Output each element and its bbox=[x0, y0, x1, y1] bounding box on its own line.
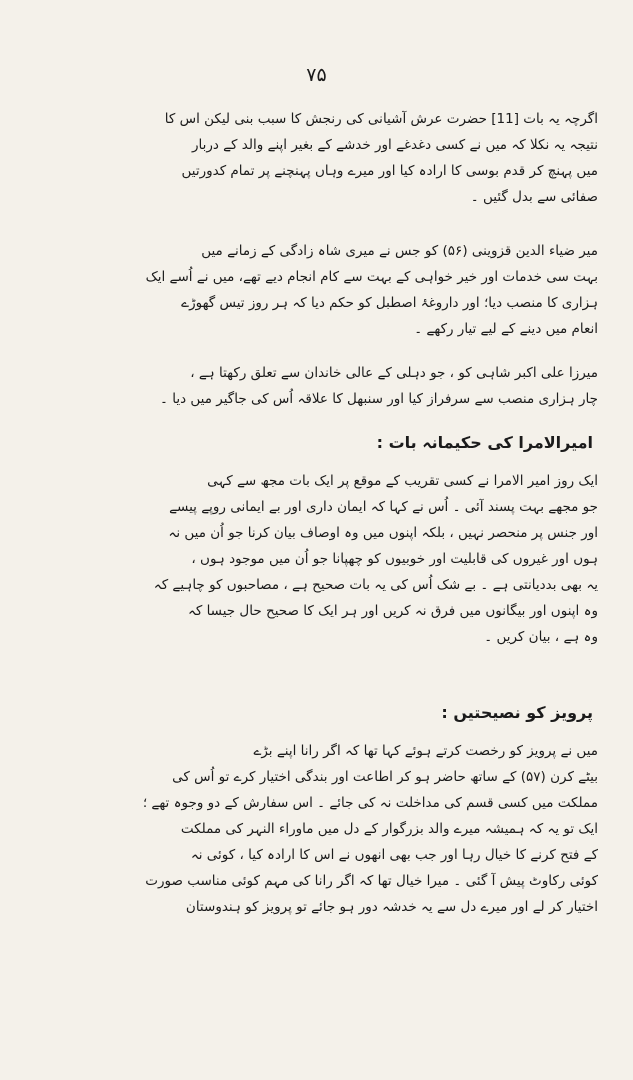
text-line: ایک روز امیر الامرا نے کسی تقریب کے موقع پر ایک بات مجھ سے کہی bbox=[207, 473, 598, 489]
section-heading: امیرالامرا کی حکیمانہ بات : bbox=[376, 433, 593, 452]
text-line: کوئی رکاوٹ پیش آ گئی ۔ میرا خیال تھا کہ اگر رانا کی مہم کوئی مناسب صورت bbox=[145, 873, 598, 889]
text-line: اور جنس پر منحصر نہیں ، بلکہ اپنوں میں وہ اوصاف بیان کرنا جو اُن میں نہ bbox=[168, 525, 598, 541]
text-line: نتیجہ یہ نکلا کہ میں نے کسی دغدغے اور خدشے کے بغیر اپنے والد کے دربار bbox=[191, 137, 598, 153]
text-line: وہ ہے ، بیان کریں ۔ bbox=[484, 629, 598, 645]
paragraph-mirza-ali-akbar bbox=[32, 360, 598, 412]
text-line: صفائی سے بدل گئیں ۔ bbox=[470, 189, 598, 205]
text-line: وہ اپنوں اور بیگانوں میں فرق نہ کریں اور ہر ایک کا صحیح حال جیسا کہ bbox=[187, 603, 598, 619]
text-line: میر ضیاء الدین قزوینی (۵۶) کو جس نے میری شاہ زادگی کے زمانے میں bbox=[201, 243, 598, 259]
text-line: ہزاری کا منصب دیا؛ اور داروغۂ اصطبل کو حکم دیا کہ ہر روز تیس گھوڑے bbox=[181, 295, 598, 311]
paragraph-reconciliation bbox=[32, 106, 598, 210]
text-line: کے فتح کرنے کا خیال رہا اور جب بھی انھوں نے اس کا ارادہ کیا ، کوئی نہ bbox=[190, 847, 598, 863]
text-line: میں پہنچ کر قدم بوسی کا ارادہ کیا اور میرے وہاں پہنچنے پر تمام کدورتیں bbox=[181, 163, 598, 179]
section-heading: پرویز کو نصیحتیں : bbox=[441, 703, 593, 722]
paragraph-parviz-advice bbox=[32, 738, 598, 920]
page-number: ۷۵ bbox=[306, 64, 327, 86]
text-line: یہ بھی بددیانتی ہے ۔ بے شک اُس کی یہ بات صحیح ہے ، مصاحبوں کو چاہیے کہ bbox=[153, 577, 598, 593]
text-line: بہت سی خدمات اور خیر خواہی کے بہت سے کام انجام دیے تھے، میں نے اُسے ایک bbox=[145, 269, 598, 285]
text-line: ہوں اور غیروں کی قابلیت اور خوبیوں کو چھپانا جو اُن میں موجود ہوں ، bbox=[191, 551, 598, 567]
paragraph-mir-ziauddin bbox=[32, 238, 598, 342]
text-line: ایک تو یہ کہ ہمیشہ میرے والد بزرگوار کے دل میں ماوراء النہر کی مملکت bbox=[180, 821, 598, 837]
text-line: بیٹے کرن (۵۷) کے ساتھ حاضر ہو کر اطاعت اور بندگی اختیار کرے تو اُس کی bbox=[172, 769, 598, 785]
paragraph-amir-ul-umara bbox=[32, 468, 598, 650]
text-line: چار ہزاری منصب سے سرفراز کیا اور سنبھل کا علاقہ اُس کی جاگیر میں دیا ۔ bbox=[160, 391, 598, 407]
text-line: جو مجھے بہت پسند آئی ۔ اُس نے کہا کہ ایمان داری اور بے ایمانی روپے پیسے bbox=[169, 499, 598, 515]
text-line: اگرچہ یہ بات [11] حضرت عرش آشیانی کی رنجش کا سبب بنی لیکن اس کا bbox=[164, 111, 598, 127]
text-line: مملکت میں کسی قسم کی مداخلت نہ کی جائے ۔ اس سفارش کے دو وجوہ تھے ؛ bbox=[142, 795, 598, 811]
text-line: انعام میں دینے کے لیے تیار رکھے ۔ bbox=[414, 321, 598, 337]
text-line: میرزا علی اکبر شاہی کو ، جو دہلی کے عالی خاندان سے تعلق رکھتا ہے ، bbox=[190, 365, 598, 381]
text-line: اختیار کر لے اور میرے دل سے یہ خدشہ دور ہو جائے تو پرویز کو ہندوستان bbox=[185, 899, 598, 915]
text-line: میں نے پرویز کو رخصت کرتے ہوئے کہا تھا کہ اگر رانا اپنے بڑے bbox=[253, 743, 598, 759]
